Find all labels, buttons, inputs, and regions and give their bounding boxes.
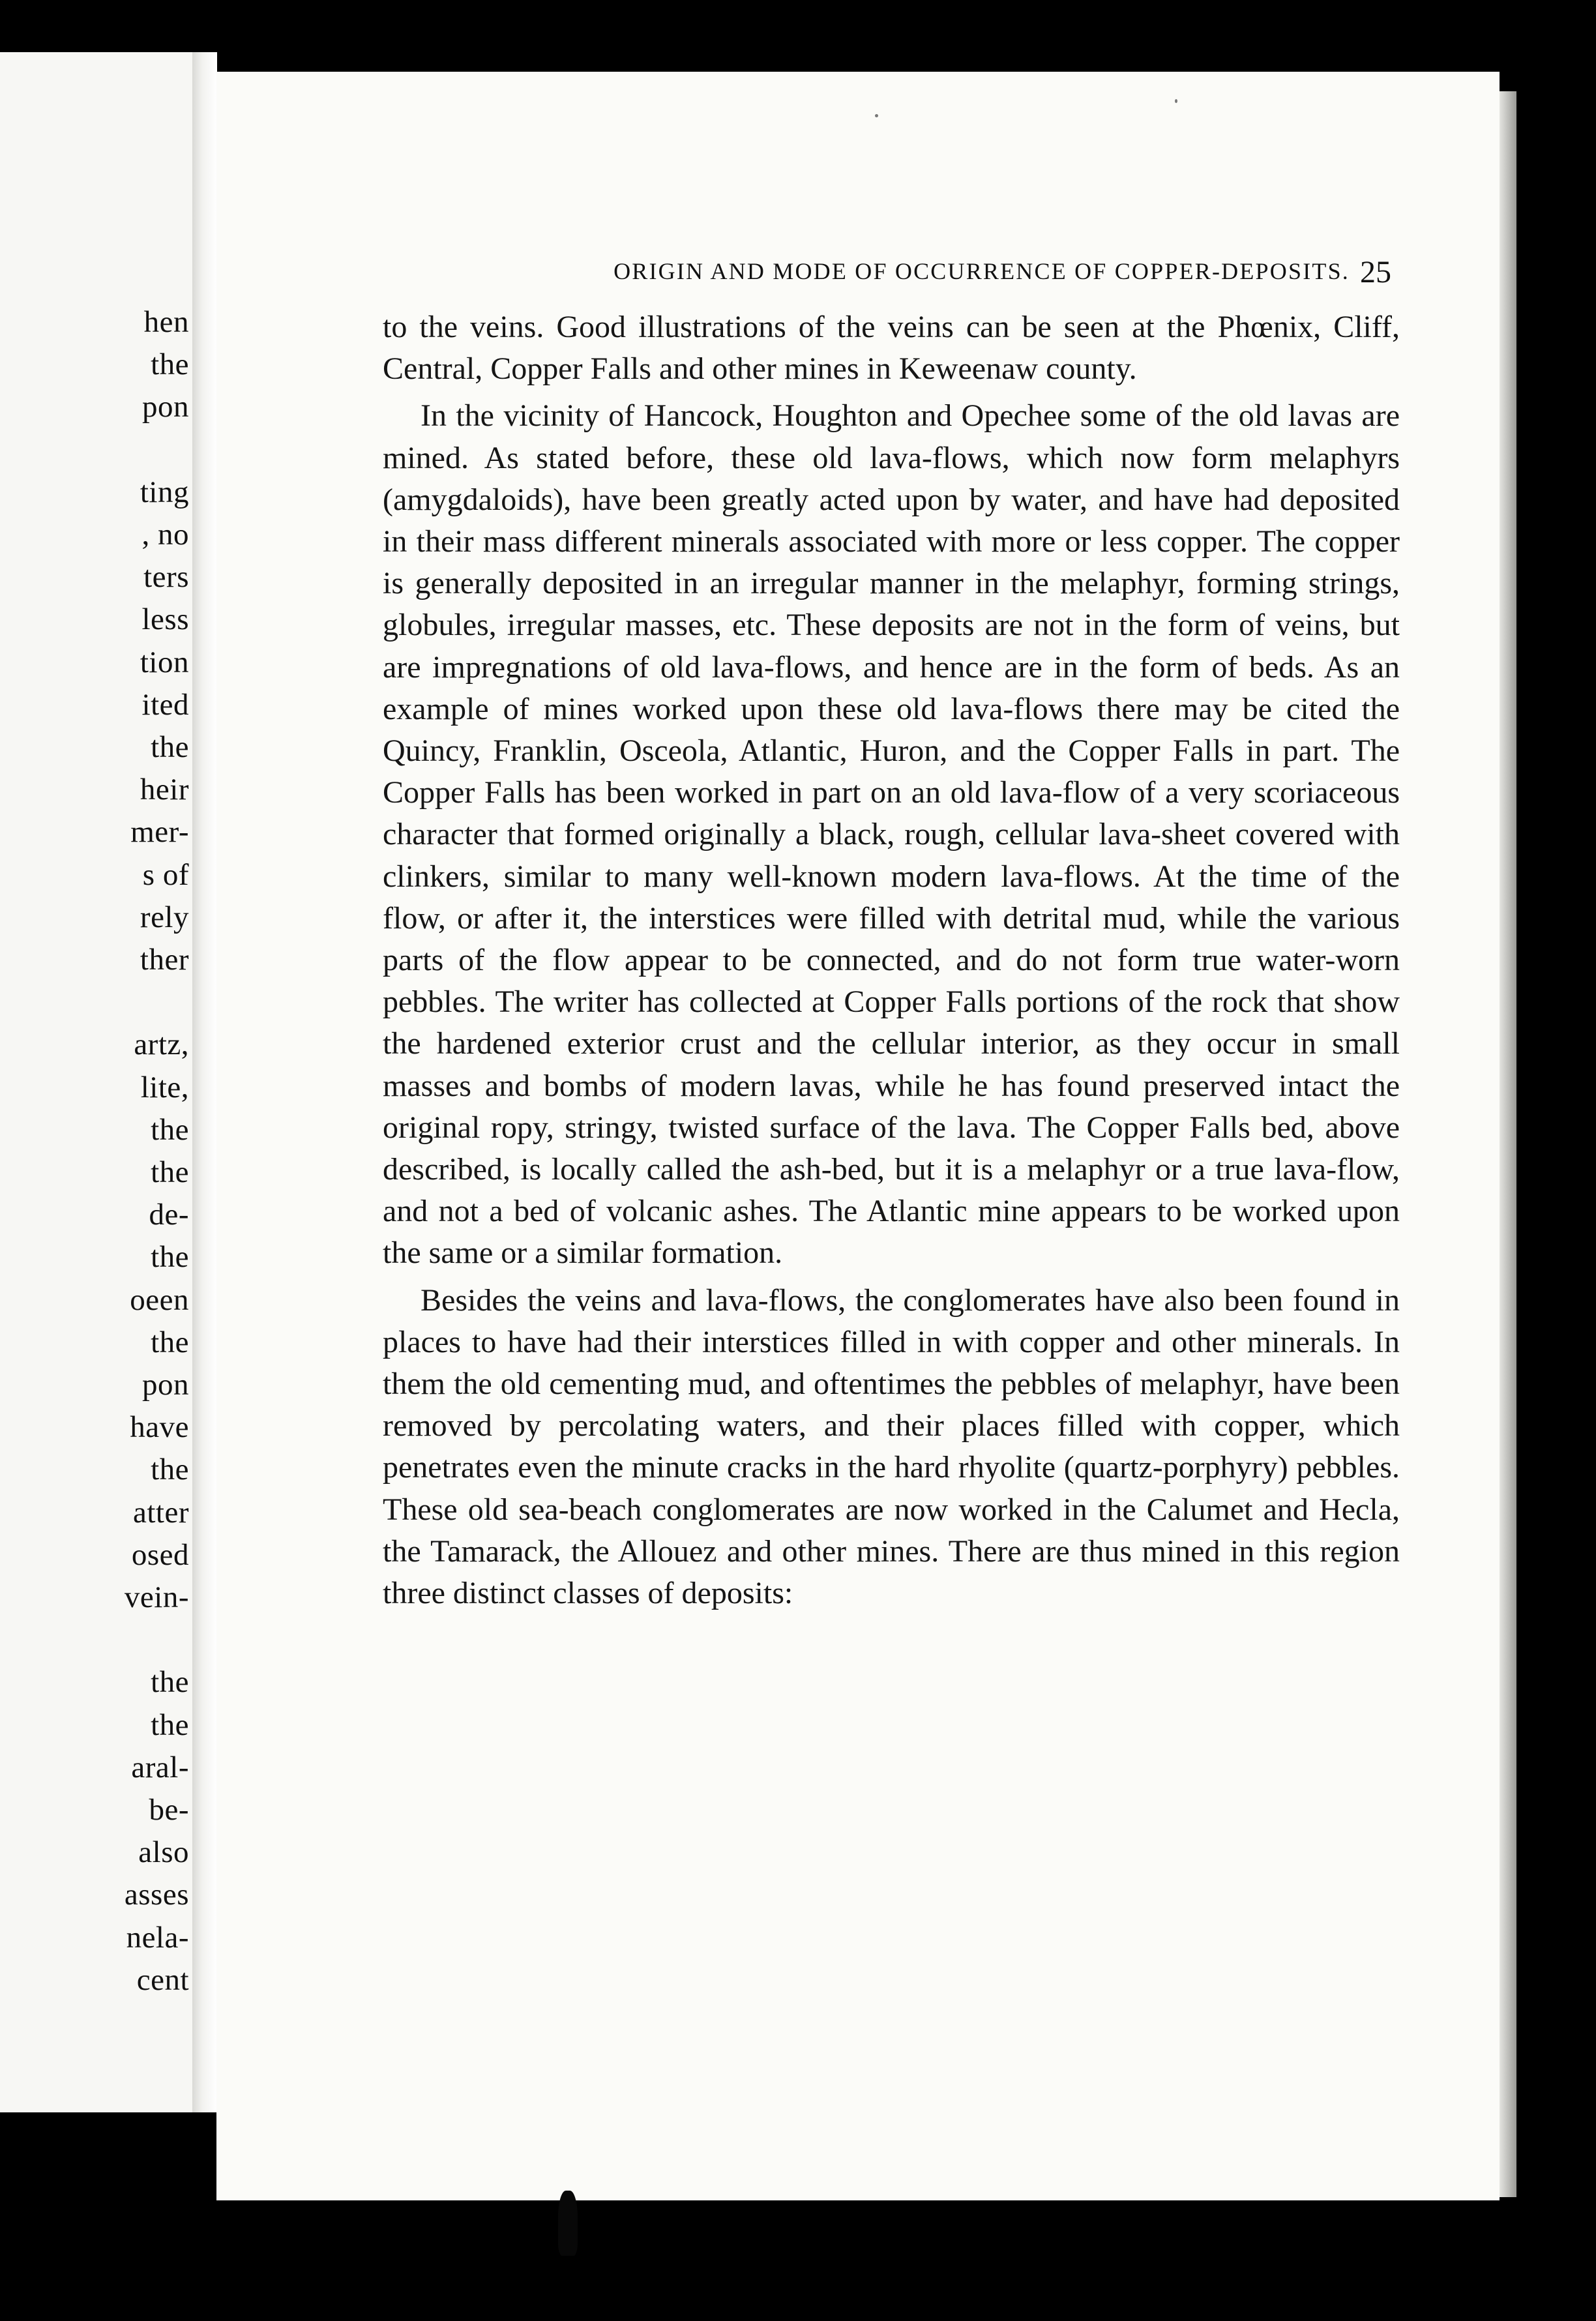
- previous-page-line-fragment: the: [151, 1665, 189, 1700]
- previous-page-line-fragment: heir: [140, 773, 189, 807]
- binding-clip-mark: [558, 2191, 578, 2256]
- previous-page-line-fragment: the: [151, 347, 189, 382]
- previous-page-line-fragment: have: [130, 1410, 189, 1445]
- previous-page-line-fragment: artz,: [134, 1027, 189, 1062]
- paper-speck: [875, 114, 878, 117]
- previous-page-edge: [0, 52, 203, 2112]
- previous-page-line-fragment: , no: [141, 518, 189, 552]
- previous-page-line-fragment: [125, 981, 189, 1024]
- previous-page-line-fragment: de-: [149, 1198, 189, 1232]
- previous-page-line-fragment: also: [138, 1835, 189, 1870]
- previous-page-line-fragment: lite,: [140, 1070, 189, 1104]
- previous-page-line-fragment: [125, 429, 189, 471]
- previous-page-line-fragment: oeen: [130, 1282, 189, 1317]
- previous-page-line-fragment: rely: [140, 900, 189, 934]
- previous-page-line-fragment: pon: [142, 1368, 189, 1402]
- previous-page-line-fragment: [125, 1619, 189, 1661]
- previous-page-line-fragment: the: [151, 1707, 189, 1742]
- previous-page-line-fragment: cent: [136, 1962, 189, 1997]
- previous-page-line-fragment: s of: [142, 857, 189, 892]
- previous-page-line-fragment: be-: [149, 1793, 189, 1827]
- previous-page-text-fragments: [125, 301, 189, 2002]
- previous-page-line-fragment: ting: [140, 475, 189, 509]
- running-header: ORIGIN AND MODE OF OCCURRENCE OF COPPER-DEPOSITS.: [613, 258, 1350, 284]
- previous-page-line-fragment: aral-: [131, 1750, 189, 1784]
- previous-page-line-fragment: ters: [143, 560, 189, 595]
- previous-page-line-fragment: tion: [140, 645, 189, 679]
- previous-page-line-fragment: ited: [141, 687, 189, 722]
- previous-page-line-fragment: the: [151, 1325, 189, 1359]
- book-gutter: [192, 52, 217, 2112]
- previous-page-line-fragment: ther: [140, 943, 189, 977]
- previous-page-line-fragment: less: [141, 602, 189, 637]
- page-edge-shadow: [1500, 91, 1516, 2197]
- previous-page-line-fragment: hen: [143, 305, 189, 339]
- page-number: 25: [1360, 255, 1391, 289]
- previous-page-line-fragment: the: [151, 1155, 189, 1190]
- paragraph-2: In the vicinity of Hancock, Houghton and Opechee some of the old lavas are mined. As stated before, these old lava-flows, which now form melaphyrs (amygdaloids), have been greatly acted upon by water, and have had deposited in their mass different minerals associated with more or less copper. The copper is generally deposited in an irregular manner in the melaphyr, forming strings, globules, irregular masses, etc. These deposits are not in the form of veins, but are impregnations of old lava-flows, and hence are in the form of beds. As an example of mines worked upon these old lava-flows there may be cited the Quincy, Franklin, Osceola, Atlantic, Huron, and the Copper Falls in part. The Copper Falls has been worked in part on an old lava-flow of a very scoriaceous character that formed originally a black, rough, cellular lava-sheet covered with clinkers, similar to many well-known modern lava-flows. At the time of the flow, or after it, the interstices were filled with detrital mud, while the various parts of the flow appear to be connected, and do not form true water-worn pebbles. The writer has collected at Copper Falls portions of the rock that show the hardened exterior crust and the cellular interior, as they occur in small masses and bombs of modern lavas, while he has found preserved intact the original ropy, stringy, twisted surface of the lava. The Copper Falls bed, above described, is locally called the ash-bed, but it is a melaphyr or a true lava-flow, and not a bed of volcanic ashes. The Atlantic mine appears to be worked upon the same or a similar formation.: [383, 398, 1400, 1271]
- previous-page-line-fragment: the: [151, 1240, 189, 1275]
- page-body: [383, 306, 1400, 1619]
- previous-page-line-fragment: vein-: [124, 1580, 189, 1615]
- previous-page-line-fragment: nela-: [126, 1920, 189, 1955]
- book-page: [216, 72, 1500, 2200]
- previous-page-line-fragment: the: [151, 1453, 189, 1487]
- previous-page-line-fragment: pon: [142, 390, 189, 424]
- previous-page-line-fragment: atter: [133, 1495, 189, 1530]
- previous-page-line-fragment: the: [151, 730, 189, 765]
- paragraph-1: to the veins. Good illustrations of the veins can be seen at the Phœnix, Cliff, Central, Copper Falls and other mines in Keweenaw county.: [383, 310, 1400, 387]
- previous-page-line-fragment: the: [151, 1112, 189, 1147]
- previous-page-line-fragment: osed: [131, 1537, 189, 1572]
- previous-page-line-fragment: mer-: [130, 815, 189, 850]
- paragraph-3: Besides the veins and lava-flows, the conglomerates have also been found in places to have had their interstices filled in with copper and other minerals. In them the old cementing mud, and oftentimes the pebbles of melaphyr, have been removed by percolating waters, and their places filled with copper, which penetrates even the minute cracks in the hard rhyolite (quartz-porphyry) pebbles. These old sea-beach conglomerates are now worked in the Calumet and Hecla, the Tamarack, the Allouez and other mines. There are thus mined in this region three distinct classes of deposits:: [383, 1282, 1400, 1611]
- previous-page-line-fragment: asses: [124, 1878, 189, 1912]
- paper-speck: [1175, 99, 1177, 103]
